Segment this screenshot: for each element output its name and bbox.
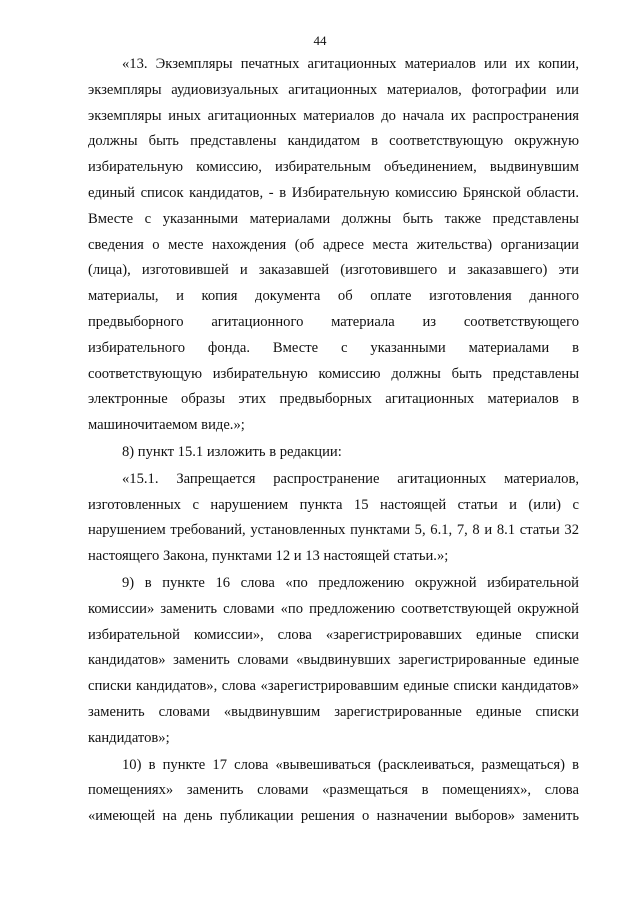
page-number: 44 bbox=[313, 33, 327, 48]
document-body bbox=[88, 52, 579, 831]
paragraph-item-13: «13. Экземпляры печатных агитационных материалов или их копии, экземпляры аудиовизуальных агитационных материалов, фотографии или экземпляры иных агитационных материалов до начала их распространения должны быть представлены кандидатом в соответствующую окружную избирательную комиссию, избирательным объединением, выдвинувшим единый список кандидатов, - в Избирательную комиссию Брянской области. Вместе с указанными материалами должны быть также представлены сведения о месте нахождения (об адресе места жительства) организации (лица), изготовившей и заказавшей (изготовившего и заказавшего) эти материалы, и копия документа об оплате изготовления данного предвыборного агитационного материала из соответствующего избирательного фонда. Вместе с указанными материалами в соответствующую избирательную комиссию должны быть представлены электронные образы этих предвыборных агитационных материалов в машиночитаемом виде.»; bbox=[88, 56, 579, 434]
paragraph-subitem-9: 9) в пункте 16 слова «по предложению окружной избирательной комиссии» заменить словами «по предложению соответствующей окружной избирательной комиссии», слова «зарегистрировавших единые списки кандидатов» заменить словами «выдвинувших зарегистрированные единые списки кандидатов», слова «зарегистрировавшим единые списки кандидатов» заменить словами «выдвинувшим зарегистрированные единые списки кандидатов»; bbox=[88, 574, 579, 746]
paragraph-item-15-1: «15.1. Запрещается распространение агитационных материалов, изготовленных с нарушением пункта 15 настоящей статьи и (или) с нарушением требований, установленных пунктами 5, 6.1, 7, 8 и 8.1 статьи 32 настоящего Закона, пунктами 12 и 13 настоящей статьи.»; bbox=[88, 470, 579, 565]
paragraph-subitem-8: 8) пункт 15.1 изложить в редакции: bbox=[122, 443, 342, 460]
paragraph-subitem-10: 10) в пункте 17 слова «вывешиваться (расклеиваться, размещаться) в помещениях» заменить словами «размещаться в помещениях», слова «имеющей на день публикации решения о назначении выборов» заменить bbox=[88, 756, 579, 825]
